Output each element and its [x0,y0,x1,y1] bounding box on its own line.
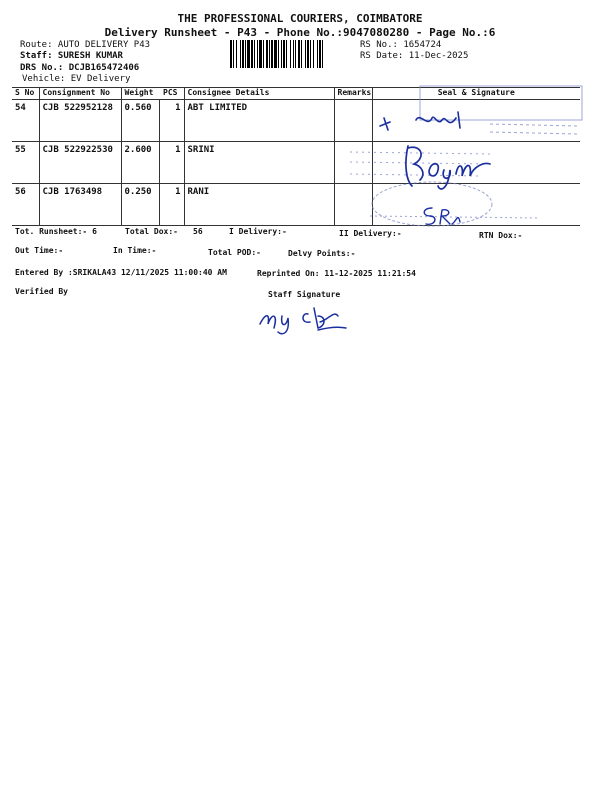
cell-consignee: SRINI [184,142,334,184]
barcode-image [230,40,354,68]
tot-runsheet: Tot. Runsheet:- 6 [15,227,97,236]
vehicle-text: Vehicle: EV Delivery [22,74,131,84]
out-time-label: Out Time:- [15,246,64,255]
table-row [12,100,580,142]
cell-consignee: RANI [184,184,334,226]
cell-sno: 56 [12,184,39,226]
cell-weight: 0.250 [121,184,159,226]
col-header-weight-pcs: Weight PCS [121,88,184,100]
cell-remarks [334,100,372,142]
i-delivery-label: I Delivery:- [229,227,287,236]
verified-by-label: Verified By [15,287,68,296]
total-dox-value: 56 [193,227,203,236]
total-dox-label: Total Dox:- [125,227,178,236]
col-header-sno: S No [12,88,39,100]
cell-consignee: ABT LIMITED [184,100,334,142]
table-header-row [12,88,580,100]
cell-weight: 0.560 [121,100,159,142]
ii-delivery-label: II Delivery:- [339,229,402,238]
reprinted-on: Reprinted On: 11-12-2025 11:21:54 [257,269,416,278]
staff-signature-image [256,302,352,336]
cell-remarks [334,184,372,226]
total-pod-label: Total POD:- [208,248,261,257]
staff-text: Staff: SURESH KUMAR [20,51,123,61]
delvy-points-label: Delvy Points:- [288,249,356,258]
col-header-remarks: Remarks [334,88,372,100]
cell-weight: 2.600 [121,142,159,184]
drs-text: DRS No.: DCJB165472406 [20,63,140,73]
col-header-seal-signature: Seal & Signature [437,88,515,97]
rtn-dox-label: RTN Dox:- [479,231,523,240]
in-time-label: In Time:- [113,246,157,255]
cell-sno: 55 [12,142,39,184]
rs-number: RS No.: 1654724 [360,40,442,50]
entered-by: Entered By :SRIKALA43 12/11/2025 11:00:40 AM [15,268,227,277]
table-row [12,184,580,226]
cell-consignment: CJB 1763498 [39,184,121,226]
cell-consignment: CJB 522922530 [39,142,121,184]
staff-signature-label: Staff Signature [268,290,341,299]
cell-consignment: CJB 522952128 [39,100,121,142]
col-header-consignment: Consignment No [39,88,121,100]
cell-pcs: 1 [159,100,184,142]
runsheet-subtitle: Delivery Runsheet - P43 - Phone No.:9047080280 - Page No.:6 [104,26,496,39]
cell-sno: 54 [12,100,39,142]
runsheet-table [12,87,580,226]
cell-pcs: 1 [159,184,184,226]
rs-date: RS Date: 11-Dec-2025 [360,51,469,61]
cell-seal [372,142,580,184]
route-text: Route: AUTO DELIVERY P43 [20,40,151,50]
cell-seal [372,100,580,142]
table-row [12,142,580,184]
col-header-consignee: Consignee Details [184,88,334,100]
cell-remarks [334,142,372,184]
cell-pcs: 1 [159,142,184,184]
cell-seal [372,184,580,226]
company-title: THE PROFESSIONAL COURIERS, COIMBATORE [177,12,423,25]
